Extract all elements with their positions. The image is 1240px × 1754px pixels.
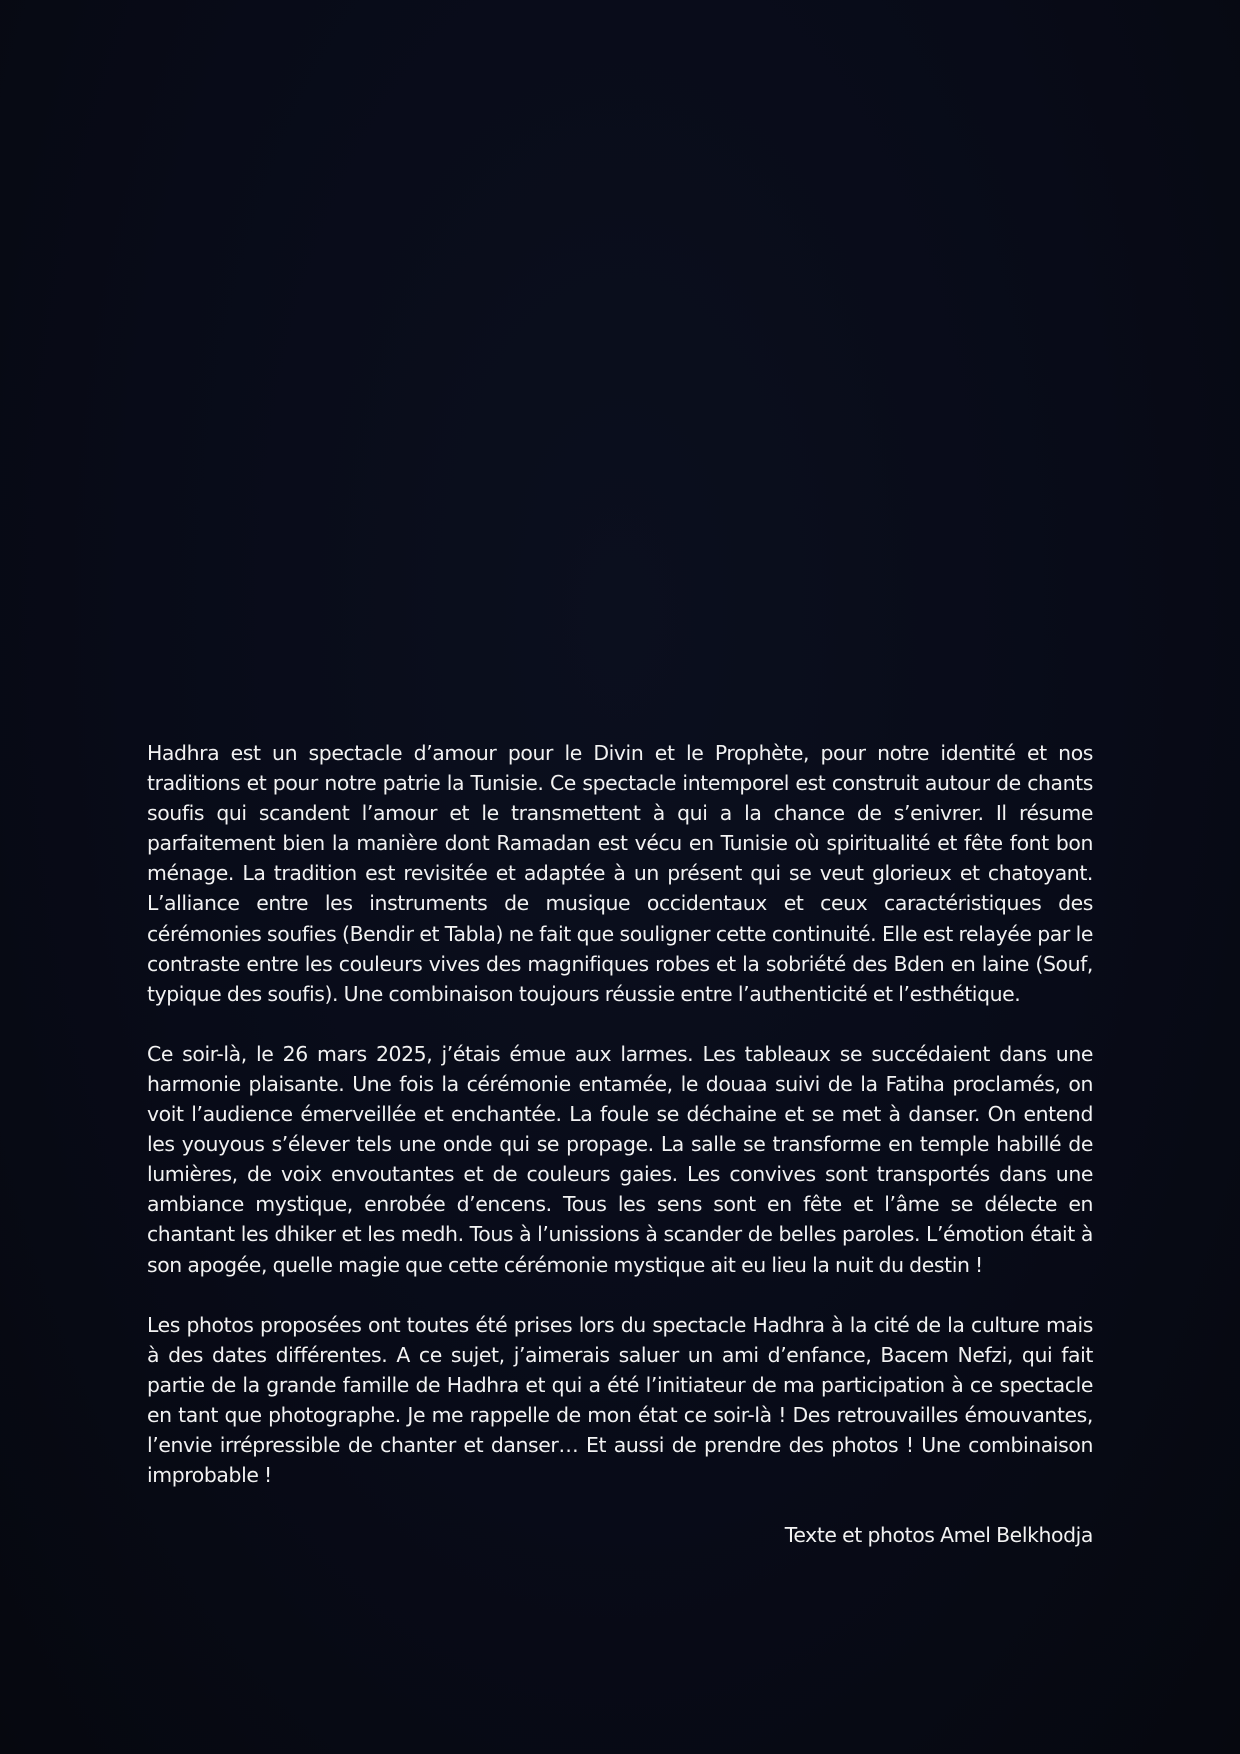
paragraph-intro: Hadhra est un spectacle d’amour pour le Divin et le Prophète, pour notre identité et nos traditions et pour notre patrie la Tunisie. Ce spectacle intemporel est construit autour de chants soufis qui scandent l’amour et le transmettent à qui a la chance de s’enivrer. Il résume parfaitement bien la manière dont Ramadan est vécu en Tunisie où spiritualité et fête font bon ménage. La tradition est revisitée et adaptée à un présent qui se veut glorieux et chatoyant. L’alliance entre les instruments de musique occidentaux et ceux caractéristiques des cérémonies soufies (Bendir et Tabla) ne fait que souligner cette continuité. Elle est relayée par le contraste entre les couleurs vives des magnifiques robes et la sobriété des Bden en laine (Souf, typique des soufis). Une combinaison toujours réussie entre l’authenticité et l’esthétique. [147,741,1093,1006]
author-signature: Texte et photos Amel Belkhodja [784,1523,1093,1548]
paragraph-evening: Ce soir-là, le 26 mars 2025, j’étais émue aux larmes. Les tableaux se succédaient dans une harmonie plaisante. Une fois la cérémonie entamée, le douaa suivi de la Fatiha proclamés, on voit l’audience émerveillée et enchantée. La foule se déchaine et se met à danser. On entend les youyous s’élever tels une onde qui se propage. La salle se transforme en temple habillé de lumières, de voix envoutantes et de couleurs gaies. Les convives sont transportés dans une ambiance mystique, enrobée d’encens. Tous les sens sont en fête et l’âme se délecte en chantant les dhiker et les medh. Tous à l’unissions à scander de belles paroles. L’émotion était à son apogée, quelle magie que cette cérémonie mystique ait eu lieu la nuit du destin ! [147,1041,1093,1277]
article-body [147,738,1093,1550]
paragraph-photos: Les photos proposées ont toutes été prises lors du spectacle Hadhra à la cité de la culture mais à des dates différentes. A ce sujet, j’aimerais saluer un ami d’enfance, Bacem Nefzi, qui fait partie de la grande famille de Hadhra et qui a été l’initiateur de ma participation à ce spectacle en tant que photographe. Je me rappelle de mon état ce soir-là ! Des retrouvailles émouvantes, l’envie irrépressible de chanter et danser… Et aussi de prendre des photos ! Une combinaison improbable ! [147,1312,1093,1488]
